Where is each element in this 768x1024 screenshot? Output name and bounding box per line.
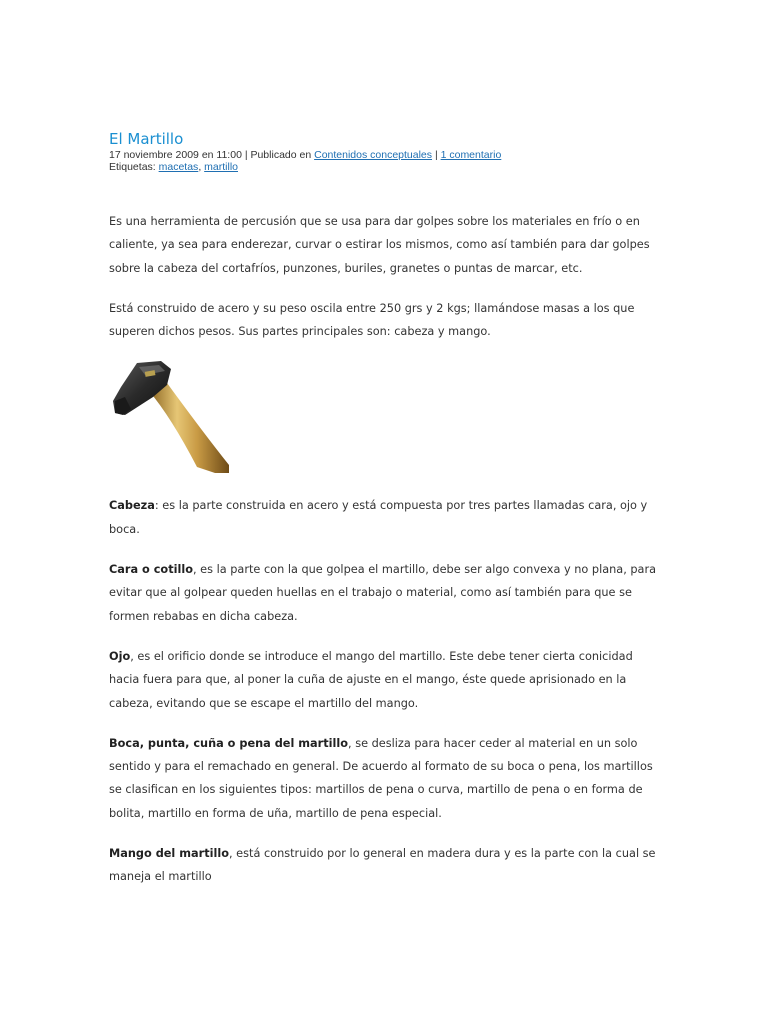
tags-label: Etiquetas:: [109, 161, 159, 173]
part-paragraph: [109, 558, 661, 628]
part-description: , es el orificio donde se introduce el mango del martillo. Este debe tener cierta conicidad hacia fuera para que, al poner la cuña de ajuste en el mango, éste quede aprisionado en la cabeza, evitando que se escape el martillo del mango.: [109, 649, 633, 710]
comments-link[interactable]: 1 comentario: [440, 149, 502, 161]
part-term: Mango del martillo: [109, 847, 229, 861]
part-term: Cabeza: [109, 499, 155, 513]
part-description: , se desliza para hacer ceder al material en un solo sentido y para el remachado en general. De acuerdo al formato de su boca o pena, los martillos se clasifican en los siguientes tipos: martillos de pena o curva, martillo de pena o en forma de bolita, martillo en forma de uña, martillo de pena especial.: [109, 736, 653, 820]
tag-separator: ,: [198, 161, 205, 173]
intro-paragraph: Es una herramienta de percusión que se usa para dar golpes sobre los materiales en frío o en caliente, ya sea para enderezar, curvar o estirar los mismos, como así también para dar golpes sobre la cabeza del cortafríos, punzones, buriles, granetes o puntas de marcar, etc.: [109, 215, 650, 275]
post-meta-line: [109, 149, 661, 161]
part-paragraph: [109, 494, 661, 541]
part-description: , está construido por lo general en madera dura y es la parte con la cual se maneja el martillo: [109, 847, 656, 884]
post-content: [109, 210, 661, 889]
post-tags-line: [109, 161, 661, 173]
post-title[interactable]: El Martillo: [109, 130, 184, 148]
post-date: 17 noviembre 2009 en 11:00: [109, 149, 242, 161]
part-term: Boca, punta, cuña o pena del martillo: [109, 736, 349, 750]
tag-link-martillo[interactable]: martillo: [204, 161, 238, 173]
intro-paragraph: Está construido de acero y su peso oscila entre 250 grs y 2 kgs; llamándose masas a los que superen dichos pesos. Sus partes principales son: cabeza y mango.: [109, 301, 635, 339]
part-description: : es la parte construida en acero y está compuesta por tres partes llamadas cara, ojo y boca.: [109, 499, 648, 536]
meta-separator: |: [432, 149, 441, 161]
part-paragraph: [109, 732, 661, 825]
part-paragraph: [109, 842, 661, 889]
part-term: Ojo: [109, 649, 131, 663]
post-meta: [109, 149, 661, 173]
tag-link-macetas[interactable]: macetas: [158, 161, 199, 173]
meta-separator: | Publicado en: [241, 149, 315, 161]
blog-post: [109, 129, 661, 906]
part-paragraph: [109, 645, 661, 715]
category-link[interactable]: Contenidos conceptuales: [314, 149, 433, 161]
part-term: Cara o cotillo: [109, 563, 193, 577]
hammer-image: [109, 357, 229, 473]
hammer-icon: [109, 357, 229, 473]
part-description: , es la parte con la que golpea el martillo, debe ser algo convexa y no plana, para evitar que al golpear queden huellas en el trabajo o material, como así también para que se formen rebabas en dicha cabeza.: [109, 563, 657, 623]
